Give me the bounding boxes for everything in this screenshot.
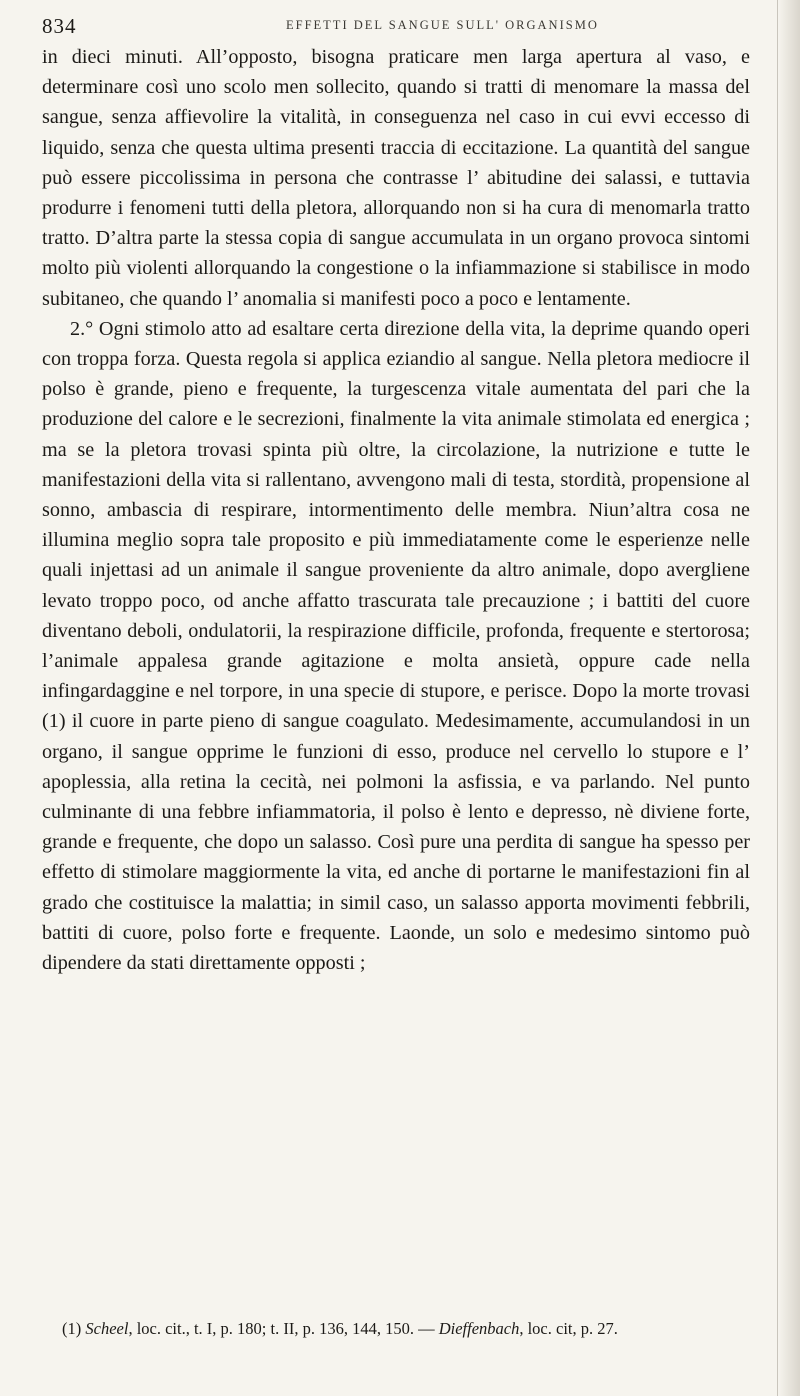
paragraph-rule-2: 2.° Ogni stimolo atto ad esaltare certa direzione della vita, la deprime quando operi con troppa forza. Questa regola si applica eziandio al sangue. Nella pletora mediocre il polso è grande, pieno e frequente, la turgescenza vitale aumentata del pari che la produzione del calore e le secrezioni, finalmente la vita animale stimolata ed energica ; ma se la pletora trovasi spinta più oltre, la circolazione, la nutrizione e tutte le manifestazioni della vita si rallentano, avvengono mali di testa, stordità, propensione al sonno, ambascia di respirare, intormentimento delle membra. Niun’altra cosa ne illumina meglio sopra tale proposito e più immediatamente come le esperienze nelle quali injettasi ad un animale il sangue proveniente da altro animale, dopo avergliene levato troppo poco, od anche affatto trascurata tale precauzione ; i battiti del cuore diventano deboli, ondulatorii, la respirazione difficile, profonda, frequente e stertorosa; l’animale appalesa grande agitazione e molta ansietà, oppure cade nella infingardaggine e nel torpore, in una specie di stupore, e perisce. Dopo la morte trovasi (1) il cuore in parte pieno di sangue coagulato. Medesimamente, accumulandosi in un organo, il sangue opprime le funzioni di esso, produce nel cervello lo stupore e l’ apoplessia, alla retina la cecità, nei polmoni la asfissia, e va parlando. Nel punto culminante di una febbre infiammatoria, il polso è lento e depresso, nè diviene forte, grande e frequente, che dopo un salasso. Così pure una perdita di sangue ha spesso per effetto di stimolare maggiormente la vita, ed anche di portarne le manifestazioni fin al grado che costituisce la malattia; in simil caso, un salasso apporta movimenti febbrili, battiti di cuore, polso forte e frequente. Laonde, un solo e medesimo sintomo può dipendere da stati direttamente opposti ; [42, 317, 750, 975]
footnote-author-dieffenbach: Dieffenbach [438, 1319, 520, 1338]
footnote-marker: (1) [62, 1319, 82, 1338]
paragraph-continuation: in dieci minuti. All’opposto, bisogna praticare men larga apertura al vaso, e determinare così uno scolo men sollecito, quando si tratti di menomare la massa del sangue, senza affievolire la vitalità, in conseguenza nel caso in cui evvi eccesso di liquido, senza che questa ultima presenti traccia di eccitazione. La quantità del sangue può essere piccolissima in persona che contrasse l’ abitudine dei salassi, e tuttavia produrre i fenomeni tutti della pletora, allorquando non si ha cura di menomarla tratto tratto. D’altra parte la stessa copia di sangue accumulata in un organo provoca sintomi molto più violenti allorquando la congestione o la infiammazione si stabilisce in modo subitaneo, che quando l’ anomalia si manifesti poco a poco e lentamente. [42, 46, 750, 310]
running-title: EFFETTI DEL SANGUE SULL' ORGANISMO [286, 18, 599, 32]
footnote-reference-2: , loc. cit, p. 27. [519, 1319, 618, 1338]
footnote-reference-1: , loc. cit., t. I, p. 180; t. II, p. 136, 144, 150. — [128, 1319, 439, 1338]
page-number: 834 [42, 14, 77, 38]
footnote [42, 1316, 750, 1342]
page-edge-shadow [777, 0, 800, 1396]
running-head [42, 14, 742, 38]
footnote-author-scheel: Scheel [85, 1319, 129, 1338]
body-text [42, 42, 750, 978]
